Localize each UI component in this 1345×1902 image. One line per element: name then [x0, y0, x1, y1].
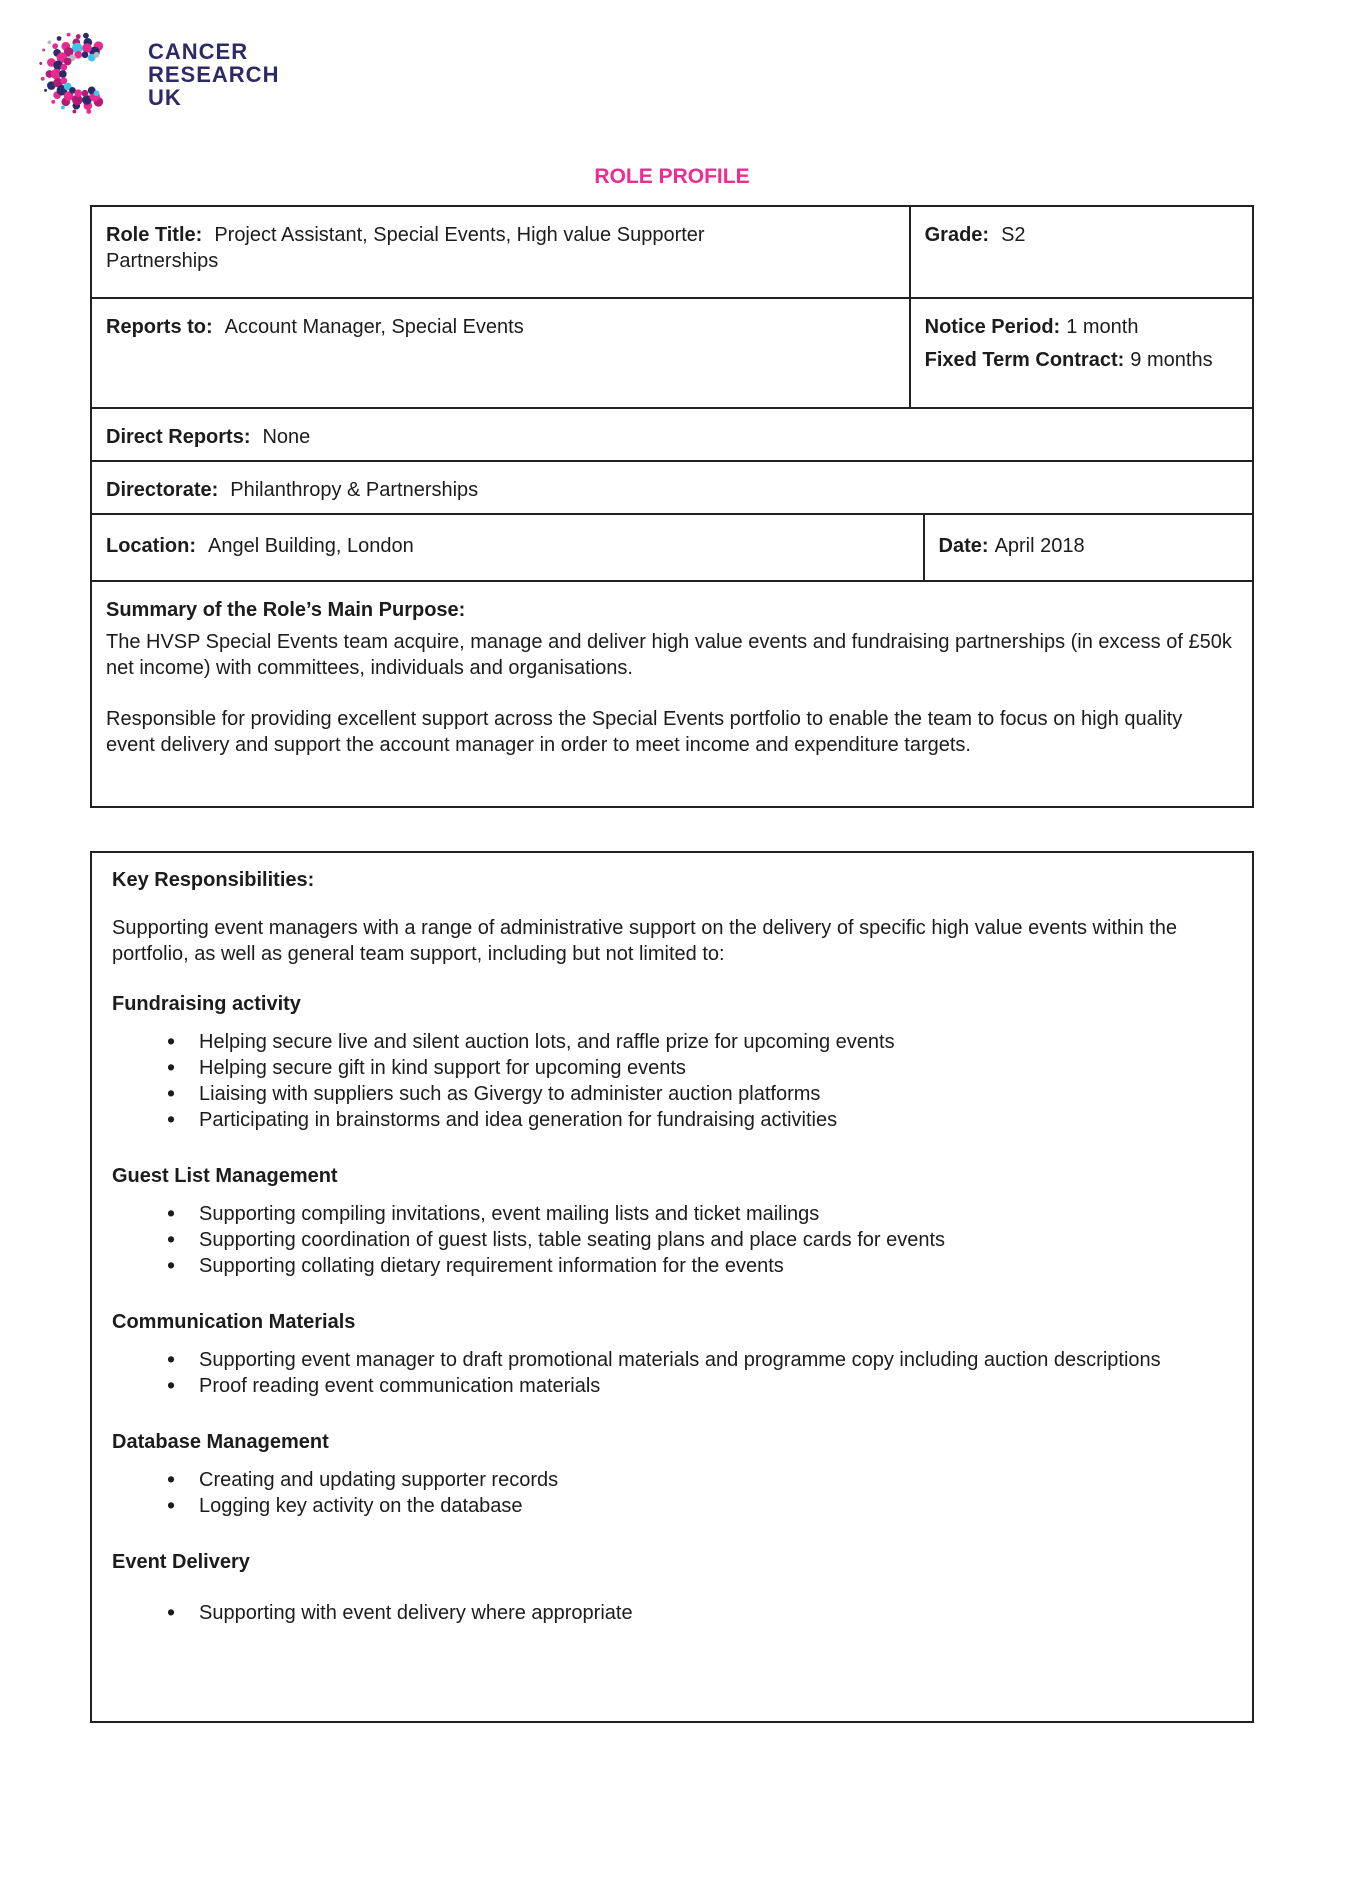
notice-period-label: Notice Period:: [924, 316, 1061, 338]
grade-label: Grade:: [924, 224, 990, 246]
kr-section-title: Communication Materials: [112, 1311, 356, 1333]
table-row-direct-reports: [92, 407, 1252, 460]
table-row-location: [92, 513, 1252, 580]
kr-bullet-item: • Proof reading event communication materials: [167, 1373, 1167, 1399]
key-responsibilities-intro: Supporting event managers with a range of administrative support on the delivery of specific high value events within the portfolio, as well as general team support, including but not limited to:: [112, 917, 1178, 965]
direct-reports-cell: [92, 409, 324, 460]
kr-bullet-list: [112, 1600, 1232, 1626]
fixed-term-label: Fixed Term Contract:: [924, 349, 1125, 371]
summary-heading: Summary of the Role’s Main Purpose:: [106, 599, 466, 621]
direct-reports-label: Direct Reports:: [106, 426, 251, 448]
kr-section: [112, 1429, 1232, 1519]
logo-line-2: RESEARCH: [148, 62, 280, 87]
contract-cell: [909, 299, 1252, 407]
direct-reports-value: None: [262, 426, 311, 448]
page-title: ROLE PROFILE: [594, 165, 750, 188]
kr-bullet-item: • Helping secure live and silent auction lots, and raffle prize for upcoming events: [167, 1029, 1167, 1055]
logo-line-1: CANCER: [148, 39, 249, 64]
kr-bullet-item: • Supporting collating dietary requirement information for the events: [167, 1253, 1167, 1279]
directorate-cell: [92, 462, 492, 513]
kr-bullet-list: [112, 1029, 1232, 1133]
kr-bullet-item: • Participating in brainstorms and idea generation for fundraising activities: [167, 1107, 1167, 1133]
directorate-label: Directorate:: [106, 479, 219, 501]
logo-line-3: UK: [148, 85, 182, 110]
kr-bullet-item: • Supporting with event delivery where appropriate: [167, 1600, 1167, 1626]
kr-bullet-list: [112, 1347, 1232, 1399]
kr-section-title: Database Management: [112, 1431, 329, 1453]
date-cell: [923, 515, 1252, 580]
fixed-term-value: 9 months: [1130, 349, 1213, 371]
summary-paragraph-2: Responsible for providing excellent support across the Special Events portfolio to enable the team to focus on high quality event delivery and support the account manager in order to meet income and expenditure targets.: [106, 708, 1183, 756]
kr-bullet-item: • Supporting event manager to draft promotional materials and programme copy including auction descriptions: [167, 1347, 1167, 1373]
table-row-reports-to: [92, 297, 1252, 407]
kr-section: [112, 1309, 1232, 1399]
table-row-summary: [92, 580, 1252, 806]
kr-sections: [112, 991, 1232, 1626]
kr-section: [112, 1163, 1232, 1279]
date-label: Date:: [938, 535, 989, 557]
cruk-logo-wordmark: [148, 40, 279, 109]
location-value: Angel Building, London: [208, 535, 414, 557]
cruk-logo: [36, 0, 1254, 118]
role-title-label: Role Title:: [106, 224, 203, 246]
kr-bullet-item: • Creating and updating supporter records: [167, 1467, 1167, 1493]
kr-section-title: Event Delivery: [112, 1551, 250, 1573]
kr-section-title: Fundraising activity: [112, 993, 301, 1015]
kr-bullet-list: [112, 1467, 1232, 1519]
summary-paragraph-1: The HVSP Special Events team acquire, manage and deliver high value events and fundraising partnerships (in excess of £50k net income) with committees, individuals and organisations.: [106, 631, 1232, 679]
kr-section: [112, 1549, 1232, 1626]
reports-to-cell: [92, 299, 909, 407]
kr-bullet-item: • Liaising with suppliers such as Givergy to administer auction platforms: [167, 1081, 1167, 1107]
role-profile-table: [90, 205, 1254, 808]
kr-bullet-list: [112, 1201, 1232, 1279]
table-row-directorate: [92, 460, 1252, 513]
role-title-value: Project Assistant, Special Events, High value Supporter Partnerships: [106, 224, 705, 272]
role-title-cell: [92, 207, 909, 297]
grade-cell: [909, 207, 1252, 297]
date-value: April 2018: [994, 535, 1085, 557]
key-responsibilities-heading: Key Responsibilities:: [112, 869, 315, 891]
location-cell: [92, 515, 923, 580]
reports-to-label: Reports to:: [106, 316, 213, 338]
grade-value: S2: [1001, 224, 1026, 246]
key-responsibilities-box: [90, 851, 1254, 1723]
directorate-value: Philanthropy & Partnerships: [230, 479, 479, 501]
kr-bullet-item: • Helping secure gift in kind support for upcoming events: [167, 1055, 1167, 1081]
location-label: Location:: [106, 535, 196, 557]
notice-period-value: 1 month: [1066, 316, 1139, 338]
table-row-role-title: [92, 207, 1252, 297]
kr-section: [112, 991, 1232, 1133]
reports-to-value: Account Manager, Special Events: [224, 316, 524, 338]
kr-section-title: Guest List Management: [112, 1165, 338, 1187]
kr-bullet-item: • Logging key activity on the database: [167, 1493, 1167, 1519]
summary-cell: [92, 582, 1252, 770]
kr-bullet-item: • Supporting coordination of guest lists, table seating plans and place cards for events: [167, 1227, 1167, 1253]
kr-bullet-item: • Supporting compiling invitations, event mailing lists and ticket mailings: [167, 1201, 1167, 1227]
cruk-dotted-c-icon: [36, 30, 132, 118]
